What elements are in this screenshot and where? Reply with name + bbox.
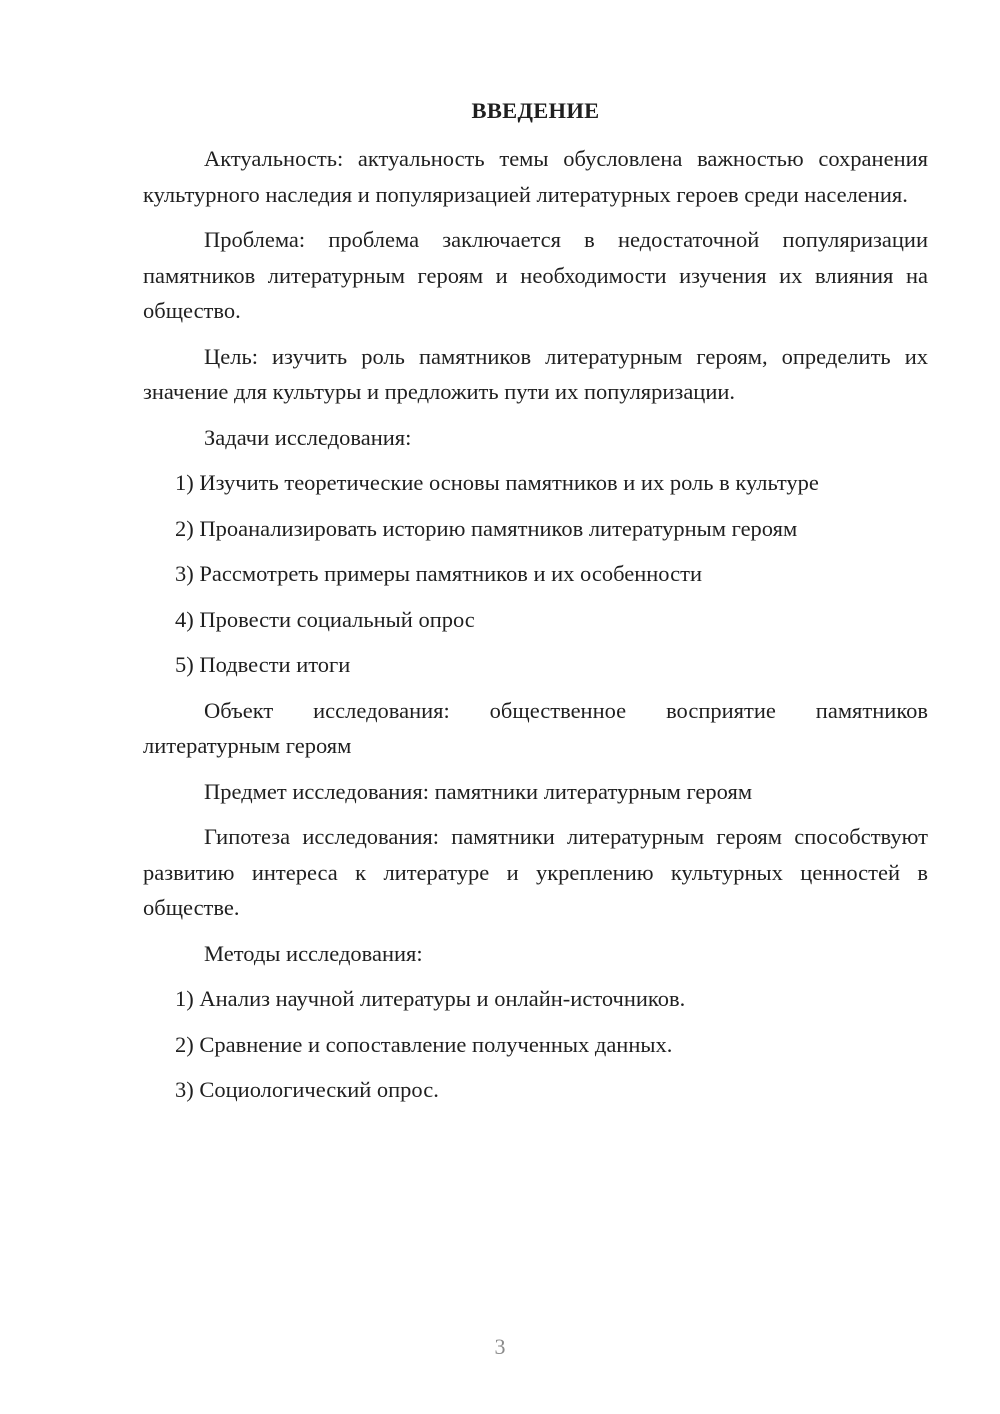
methods-heading: Методы исследования: xyxy=(204,940,423,966)
page-number: 3 xyxy=(494,1334,506,1359)
list-item: 2) Проанализировать историю памятников литературным героям xyxy=(175,515,798,541)
object-paragraph: Объект исследования: общественное восприятие памятников литературным героям xyxy=(143,697,928,758)
relevance-paragraph: Актуальность: актуальность темы обусловлена важностью сохранения культурного наследия и популяризацией литературных героев среди населения. xyxy=(143,146,928,207)
list-item: 1) Изучить теоретические основы памятников и их роль в культуре xyxy=(175,470,819,495)
page-content xyxy=(143,96,928,1118)
page-title: ВВЕДЕНИЕ xyxy=(471,98,600,123)
list-item: 2) Сравнение и сопоставление полученных данных. xyxy=(175,1031,673,1057)
subject-paragraph: Предмет исследования: памятники литературным героям xyxy=(204,778,753,804)
tasks-heading: Задачи исследования: xyxy=(204,424,412,450)
list-item: 1) Анализ научной литературы и онлайн-источников. xyxy=(175,986,686,1011)
list-item: 3) Социологический опрос. xyxy=(175,1077,439,1102)
goal-paragraph: Цель: изучить роль памятников литературным героям, определить их значение для культуры и предложить пути их популяризации. xyxy=(143,343,928,404)
list-item: 5) Подвести итоги xyxy=(175,652,351,677)
problem-paragraph: Проблема: проблема заключается в недостаточной популяризации памятников литературным героям и необходимости изучения их влияния на общество. xyxy=(143,227,928,323)
methods-list xyxy=(143,981,928,1108)
list-item: 4) Провести социальный опрос xyxy=(175,606,475,632)
hypothesis-paragraph: Гипотеза исследования: памятники литературным героям способствуют развитию интереса к литературе и укреплению культурных ценностей в обществе. xyxy=(143,824,928,920)
list-item: 3) Рассмотреть примеры памятников и их особенности xyxy=(175,561,702,586)
tasks-list xyxy=(143,465,928,683)
